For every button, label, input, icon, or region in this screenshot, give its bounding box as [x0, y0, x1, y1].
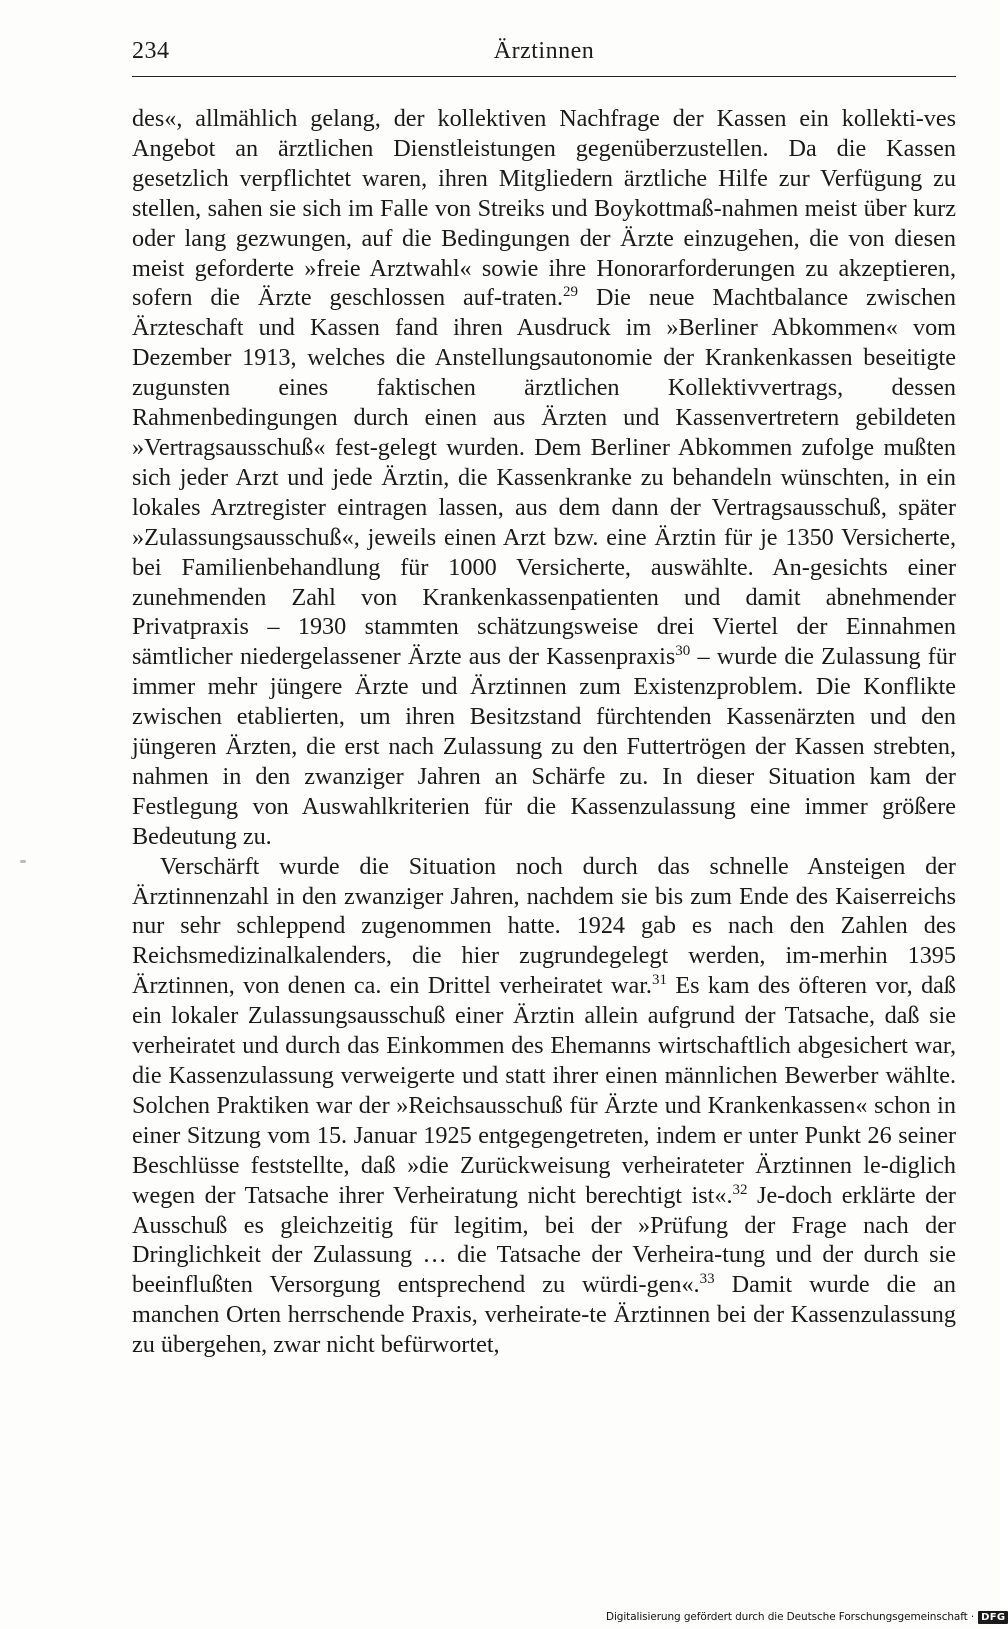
paragraph-2-text-c: Je-doch erklärte der Ausschuß es gleichzeitig für legitim, bei der »Prüfung der Frage nach der Dringlichkeit der Zulassung … die Tatsache der Verheira-tung und der durch sie beeinflußten Versorgung entsprechend zu würdi-gen«. [132, 1181, 956, 1299]
footnote-ref-32: 32 [732, 1181, 748, 1198]
digitization-credit [606, 1608, 1008, 1626]
paragraph-1-text-b: Die neue Machtbalance zwischen Ärzteschaft und Kassen fand ihren Ausdruck im »Berliner Abkommen« vom Dezember 1913, welches die Anstellungsautonomie der Krankenkassen beseitigte zugunsten eines faktischen ärztlichen Kollektivvertrags, dessen Rahmenbedingungen durch einen aus Ärzten und Kassenvertretern gebildeten »Vertragsausschuß« fest-gelegt wurden. Dem Berliner Abkommen zufolge mußten sich jeder Arzt und jede Ärztin, die Kassenkranke zu behandeln wünschten, in ein lokales Arztregister eintragen lassen, aus dem dann der Vertragsausschuß, später »Zulassungsausschuß«, jeweils einen Arzt bzw. eine Ärztin für je 1350 Versicherte, bei Familienbehandlung für 1000 Versicherte, auswählte. An-gesichts einer zunehmenden Zahl von Krankenkassenpatienten und damit abnehmender Privatpraxis – 1930 stammten schätzungsweise drei Viertel der Einnahmen sämtlicher niedergelassener Ärzte aus der Kassenpraxis [132, 284, 957, 671]
paragraph-1 [132, 104, 956, 852]
footnote-ref-33: 33 [699, 1271, 715, 1288]
footnote-ref-29: 29 [563, 284, 579, 301]
footnote-ref-30: 30 [675, 643, 691, 660]
paragraph-1-text-c: – wurde die Zulassung für immer mehr jüngere Ärzte und Ärztinnen zum Existenzproblem. Die Konflikte zwischen etablierten, um ihren Besitzstand fürchtenden Kassenärzten und den jüngeren Ärzten, die erst nach Zulassung zu den Futtertrögen der Kassen strebten, nahmen in den zwanziger Jahren an Schärfe zu. In dieser Situation kam der Festlegung von Auswahlkriterien für die Kassenzulassung eine immer größere Bedeutung zu. [132, 643, 956, 850]
paragraph-2-text-b: Es kam des öfteren vor, daß ein lokaler Zulassungsausschuß einer Ärztin allein aufgrund der Tatsache, daß sie verheiratet und durch das Einkommen des Ehemanns wirtschaftlich abgesichert war, die Kassenzulassung verweigerte und statt ihrer einen männlichen Bewerber wählte. Solchen Praktiken war der »Reichsausschuß für Ärzte und Krankenkassen« schon in einer Sitzung vom 15. Januar 1925 entgegengetreten, indem er unter Punkt 26 seiner Beschlüsse feststellte, daß »die Zurückweisung verheirateter Ärztinnen le-diglich wegen der Tatsache ihrer Verheiratung nicht berechtigt ist«. [132, 972, 956, 1209]
header-rule [132, 76, 956, 77]
paragraph-2-text-a: Verschärft wurde die Situation noch durch das schnelle Ansteigen der Ärztinnenzahl in den zwanziger Jahren, nachdem sie bis zum Ende des Kaiserreichs nur sehr schleppend zugenommen hatte. 1924 gab es nach den Zahlen des Reichsmedizinalkalenders, die hier zugrundegelegt werden, im-merhin 1395 Ärztinnen, von denen ca. ein Drittel verheiratet war. [132, 852, 956, 1000]
paragraph-2-text-d: Damit wurde die an manchen Orten herrschende Praxis, verheirate-te Ärztinnen bei der Kassenzulassung zu übergehen, zwar nicht befürwortet, [132, 1271, 956, 1359]
running-title: Ärztinnen [493, 38, 595, 64]
page-number: 234 [132, 38, 170, 64]
scan-speck [20, 860, 26, 863]
credit-text: Digitalisierung gefördert durch die Deutsche Forschungsgemeinschaft · [606, 1611, 975, 1623]
footnote-ref-31: 31 [651, 972, 667, 989]
paragraph-2 [132, 852, 956, 1360]
running-head [132, 36, 956, 70]
paragraph-1-text-a: des«, allmählich gelang, der kollektiven Nachfrage der Kassen ein kollekti-ves Angebot an ärztlichen Dienstleistungen gegenüberzustellen. Da die Kassen gesetzlich verpflichtet waren, ihren Mitgliedern ärztliche Hilfe zur Verfügung zu stellen, sahen sie sich im Falle von Streiks und Boykottmaß-nahmen meist über kurz oder lang gezwungen, auf die Bedingungen der Ärzte einzugehen, die von diesen meist geforderte »freie Arztwahl« sowie ihre Honorarforderungen zu akzeptieren, sofern die Ärzte geschlossen auf-traten. [132, 105, 956, 312]
dfg-logo-icon: DFG [978, 1611, 1008, 1624]
body-text [132, 104, 956, 1360]
